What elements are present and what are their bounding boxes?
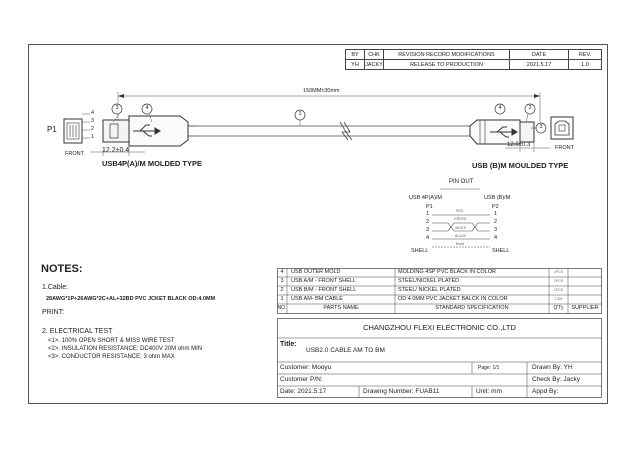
wire-label-red: RED <box>456 209 464 213</box>
elec-item-2: <2>. INSULATION RESISTANCE: DC400V 20M ohm MIN <box>48 346 203 352</box>
p1-label: P1 <box>47 125 57 134</box>
rev-by: YH <box>346 60 365 70</box>
bom-row-no: 2 <box>280 287 284 293</box>
pin-right-2: 2 <box>494 219 498 225</box>
rev-date: 2021.5.17 <box>510 60 569 70</box>
customer-pn: Customer P/N: <box>280 376 323 383</box>
pin-4-label: 4 <box>91 110 95 116</box>
title-label: Title: <box>280 341 297 348</box>
bom-row-part: USB OUTER MOLD <box>291 269 341 275</box>
bom-row-qty: 1PCS <box>553 270 564 274</box>
balloon-2-text: 2 <box>528 105 532 111</box>
elec-item-3: <3>. CONDUCTOR RESISTANCE: 3 ohm MAX <box>48 354 175 360</box>
notes-title: NOTES: <box>41 263 83 275</box>
wire-label-white: WHITE <box>455 226 467 230</box>
bom-row-spec: OD:4.0MM PVC JACKET BALCK IN COLOR <box>398 296 508 302</box>
balloon-3-left-text: 3 <box>115 105 119 111</box>
pin-1-label: 1 <box>91 134 95 140</box>
bom-row-part: USB B/M - FRONT SHELL <box>291 287 357 293</box>
bom-header-no: NO. <box>277 305 287 311</box>
customer: Customer: Mooyu <box>280 364 332 371</box>
cable-spec: 28AWG*1P+26AWG*2C+AL+32BD PVC JCKET BLACK OD:4.0MM <box>46 296 216 302</box>
pin-right-1: 1 <box>494 211 498 217</box>
check-by: Check By: Jacky <box>532 376 581 383</box>
pin-right-4: 4 <box>494 235 498 241</box>
pinout-title: PIN OUT <box>449 179 474 185</box>
elec-heading: 2. ELECTRICAL TEST <box>42 328 113 335</box>
bom-row-no: 4 <box>280 269 284 275</box>
bom-row-qty: 1PCS <box>553 279 564 283</box>
usb-b-shell <box>520 122 534 142</box>
front-right-label: FRONT <box>555 145 574 151</box>
title-block <box>277 318 602 398</box>
left-type-label: USB4P(A)/M MOLDED TYPE <box>102 159 203 168</box>
wire-label-black: BLACK <box>455 234 467 238</box>
print-label: PRINT: <box>42 309 65 316</box>
rev-header-chk: CHK <box>365 50 384 60</box>
rev-chk: JACKY <box>365 61 383 68</box>
right-width-dimension: 12.0±0.3 <box>507 142 531 148</box>
bom-row-qty: 1PCS <box>553 288 564 292</box>
drawn-by: Drawn By: YH <box>532 364 573 371</box>
pinout-left-header: USB 4P(A)/M <box>409 195 443 201</box>
bom-header-qty: Q'Ty <box>553 305 564 311</box>
pin-left-4: 4 <box>426 235 430 241</box>
unit: Unit: mm <box>476 388 502 395</box>
pinout-right-header: USB (B)/M <box>484 195 511 201</box>
shell-left: SHELL <box>411 248 429 254</box>
bom-table <box>277 268 602 314</box>
rev-header-rev: REV. <box>569 50 602 60</box>
shell-right: SHELL <box>492 248 510 254</box>
front-left-label: FRONT <box>65 151 84 157</box>
bom-row-spec: STEEL/ NICKEL PLATED <box>398 287 461 293</box>
length-dimension: 150MM±30mm <box>303 88 340 94</box>
rev-mod: RELEASE TO PRODUCTION <box>384 60 510 70</box>
elec-item-1: <1>. 100% OPEN SHORT & MISS WIRE TEST <box>48 338 175 344</box>
bom-row-spec: MOLDING 4SP PVC BLACK IN COLOR <box>398 269 497 275</box>
pinout-p1: P1 <box>426 204 433 210</box>
pinout-diagram <box>0 185 640 265</box>
pinout-p2: P2 <box>492 204 499 210</box>
balloon-4-right-text: 4 <box>498 105 502 111</box>
balloon-3-right-text: 3 <box>539 124 543 130</box>
appd-by: Appd By: <box>532 388 559 395</box>
title-value: USB2.0 CABLE AM TO BM <box>306 347 385 354</box>
rev-header-by: BY <box>346 50 365 60</box>
rev-number: 1.0 <box>569 60 602 70</box>
rev-header-date: DATE <box>510 50 569 60</box>
wire-label-green: GREEN <box>454 217 467 221</box>
pin-right-3: 3 <box>494 227 498 233</box>
right-type-label: USB (B)M MOULDED TYPE <box>472 161 569 170</box>
drawing-number: Drawing Number: FUAB11 <box>363 388 440 395</box>
company-name: CHANGZHOU FLEXI ELECTRONIC CO.,LTD <box>363 323 516 332</box>
bom-row-qty: 1.5M <box>554 297 563 301</box>
bom-header-spec: STANDARD SPECIFICATION <box>435 305 509 311</box>
revision-table <box>345 49 602 70</box>
bom-row-no: 1 <box>280 296 284 302</box>
pin-left-2: 2 <box>426 219 430 225</box>
rev-header-mod: REVISION RECORD MODIFICATIONS <box>384 50 510 60</box>
pin-left-1: 1 <box>426 211 430 217</box>
balloon-1-text: 1 <box>298 111 302 117</box>
page-number: Page: 1/1 <box>478 365 500 371</box>
cable-heading: 1.Cable: <box>42 284 69 291</box>
bom-row-part: USB AM- BM CABLE <box>291 296 343 302</box>
usb-b-front-view <box>551 117 573 139</box>
usb-a-shell <box>103 120 129 142</box>
pin-3-label: 3 <box>91 118 95 124</box>
bom-header-part: PARTS NAME <box>323 305 359 311</box>
bom-row-spec: STEEL/NICKEL PLATED <box>398 278 460 284</box>
bom-row-no: 3 <box>280 278 284 284</box>
balloon-4-left-text: 4 <box>145 105 149 111</box>
bom-row-part: USB A/M - FRONT SHELL <box>291 278 356 284</box>
left-width-dimension: 12.2±0.4 <box>102 147 130 154</box>
pin-left-3: 3 <box>426 227 430 233</box>
wire-label-braid: Braid <box>456 242 465 246</box>
pin-2-label: 2 <box>91 126 95 132</box>
bom-header-supplier: SUPPLIER <box>571 305 599 311</box>
date: Date: 2021.5.17 <box>280 388 327 395</box>
